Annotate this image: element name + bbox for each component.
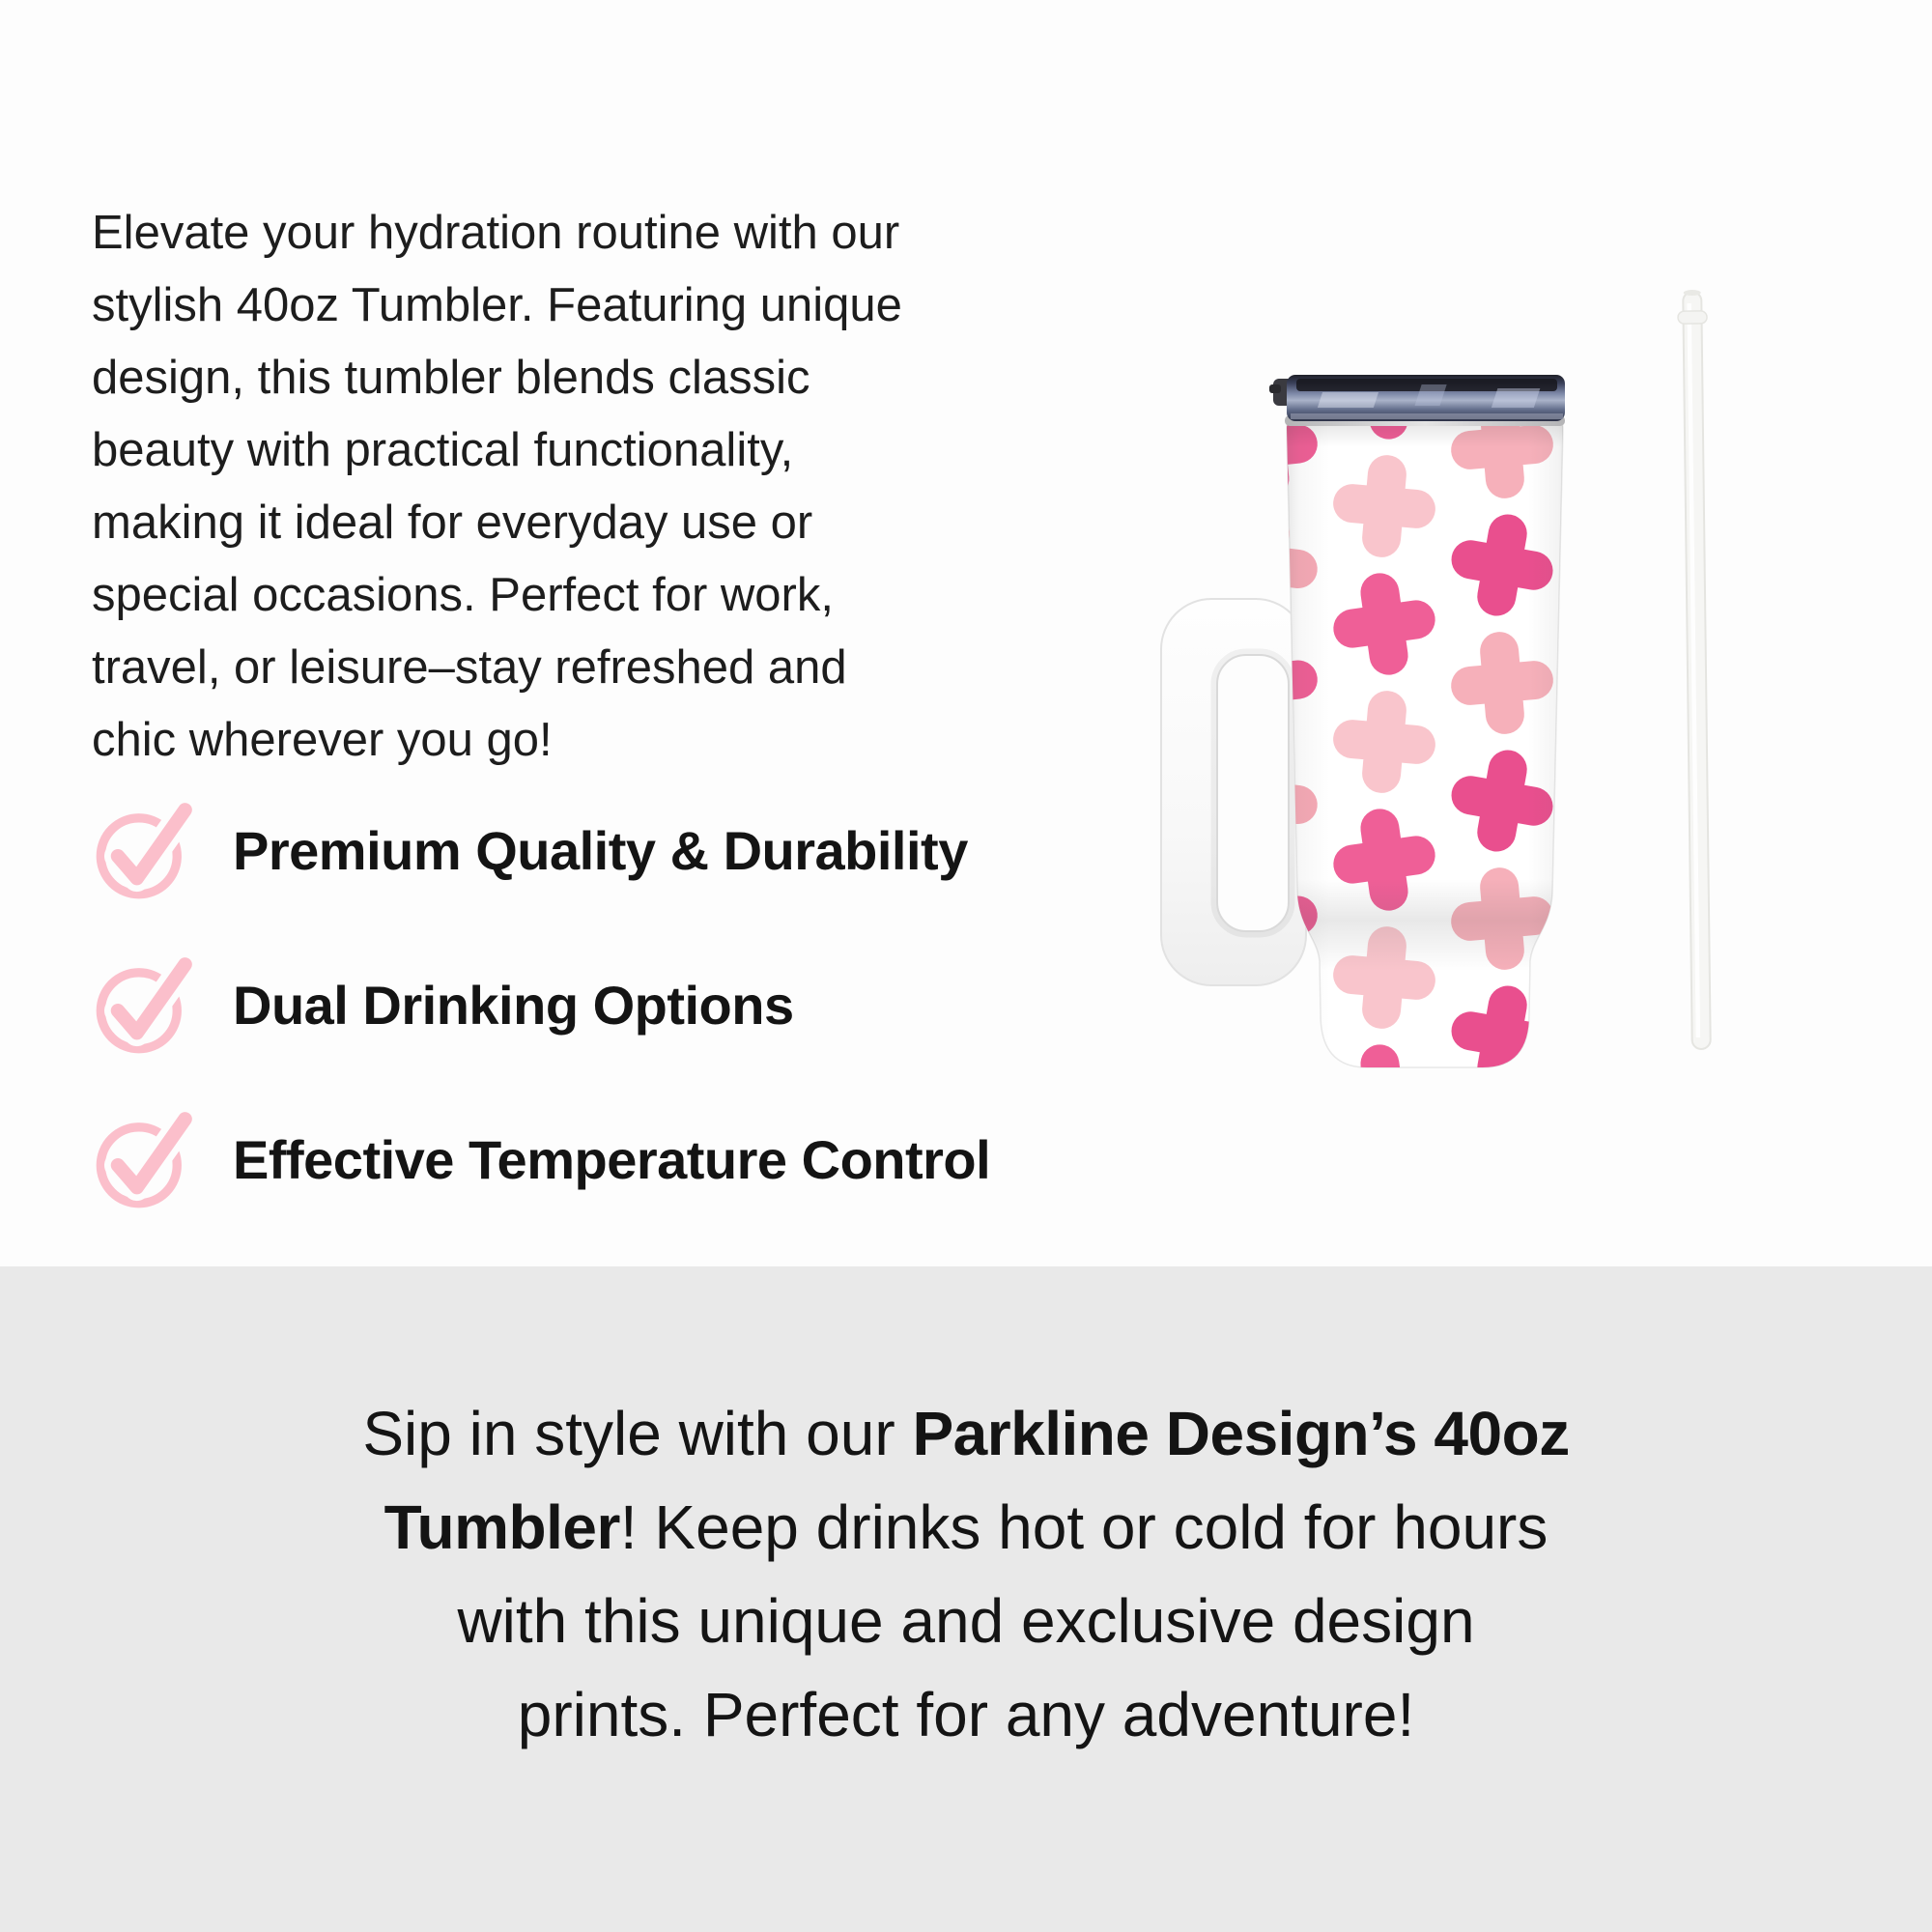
description-line: special occasions. Perfect for work,	[92, 569, 834, 621]
tumbler-body	[1275, 415, 1577, 1072]
footer-tagline	[48, 1387, 1884, 1762]
description-line: beauty with practical functionality,	[92, 424, 794, 476]
feature-item-premium-quality	[92, 798, 990, 902]
description-line: travel, or leisure–stay refreshed and	[92, 641, 847, 694]
footer-line: prints. Perfect for any adventure!	[517, 1680, 1415, 1749]
tumbler-handle	[1161, 599, 1306, 985]
footer-line: with this unique and exclusive design	[457, 1586, 1475, 1656]
product-image-tumbler	[1082, 270, 1758, 1092]
description-line: chic wherever you go!	[92, 714, 553, 766]
footer-line: Sip in style with our Parkline Design’s 40oz	[362, 1399, 1570, 1468]
feature-item-dual-drinking	[92, 952, 990, 1057]
feature-item-temperature-control	[92, 1107, 990, 1211]
straw	[1678, 290, 1717, 1049]
feature-label: Dual Drinking Options	[233, 974, 794, 1036]
description-line: stylish 40oz Tumbler. Featuring unique	[92, 279, 902, 331]
description-line: design, this tumbler blends classic	[92, 352, 810, 404]
description-line: making it ideal for everyday use or	[92, 497, 813, 549]
product-description	[92, 197, 902, 777]
footer-line: Tumbler! Keep drinks hot or cold for hours	[384, 1492, 1548, 1562]
check-icon	[92, 1107, 196, 1211]
feature-label: Effective Temperature Control	[233, 1128, 991, 1190]
feature-list	[92, 798, 990, 1211]
tumbler-lid	[1269, 375, 1565, 421]
footer-banner	[0, 1266, 1932, 1932]
feature-label: Premium Quality & Durability	[233, 819, 968, 881]
check-icon	[92, 798, 196, 902]
description-line: Elevate your hydration routine with our	[92, 207, 900, 259]
check-icon	[92, 952, 196, 1057]
